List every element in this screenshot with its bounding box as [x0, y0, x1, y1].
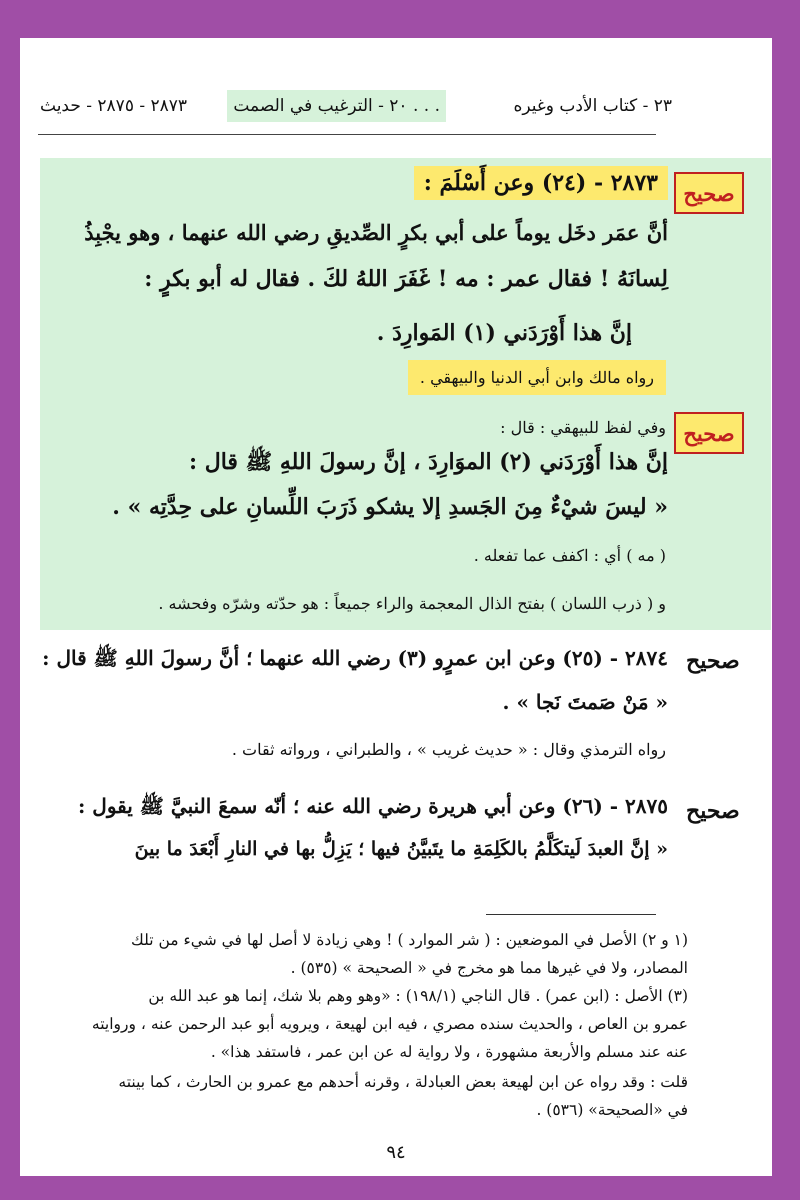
page-header [36, 90, 676, 124]
hadith-2873-line2: لِسانَهُ ! فقال عمر : مه ! غَفَرَ اللهُ لكَ . فقال له أبو بكرٍ : [144, 266, 668, 292]
hadith-2874-narrators: رواه الترمذي وقال : « حديث غريب » ، والطبراني ، ورواته ثقات . [231, 740, 666, 759]
hadith-range: ٢٨٧٣ - ٢٨٧٥ - حديث [40, 96, 188, 116]
hadith-2874-line1: ٢٨٧٤ - (٢٥) وعن ابن عمرٍو (٣) رضي الله عنهما ؛ أنَّ رسولَ اللهِ ﷺ قال : [42, 646, 668, 670]
section-title: ٢٠ - الترغيب في الصمت . . . [227, 90, 446, 122]
variant-line2: « ليسَ شيْءٌ مِنَ الجَسدِ إلا يشكو ذَرَبَ اللِّسانِ على حِدَّتِه » . [112, 494, 668, 520]
variant-intro: وفي لفظ للبيهقي : قال : [500, 418, 666, 437]
footnote-note: قلت : وقد رواه عن ابن لهيعة بعض العبادلة ، وقرنه أحدهم مع عمرو بن الحارث ، كما بينته في «الصحيحة» (٥٣٦) . [118, 1073, 688, 1119]
footnote-divider [486, 914, 656, 915]
footnote-3: (٣) الأصل : (ابن عمر) . قال الناجي (١٩٨/١) : «وهو وهم بلا شك، إنما هو عبد الله بن عمرو بن العاص ، والحديث سنده مصري ، فيه ابن لهيعة ، ويرويه أبو عبد الرحمن عنه ، وروايته عنه عند مسلم والأربعة مشهورة ، ولا رواية له عن ابن عمر ، فاستفد هذا» . [91, 987, 688, 1061]
hadith-2874-line2: « مَنْ صَمتَ نَجا » . [502, 690, 668, 714]
header-divider [38, 134, 656, 135]
footnote-1-2: (١ و ٢) الأصل في الموضعين : ( شر الموارد ) ! وهي زيادة لا أصل لها في شيء من تلك المصادر، ولا في غيرها مما هو مخرج في « الصحيحة » (٥٣٥) . [131, 931, 688, 977]
grade-label-2874: صحيح [686, 648, 740, 674]
note-mah: ( مه ) أي : اكفف عما تفعله . [473, 546, 666, 565]
hadith-2873-narrators: رواه مالك وابن أبي الدنيا والبيهقي . [408, 368, 666, 387]
hadith-2873-line3: إنَّ هذا أَوْرَدَني (١) المَوارِدَ . [376, 320, 632, 346]
hadith-2873-heading: ٢٨٧٣ - (٢٤) وعن أَسْلَمَ : [414, 170, 668, 196]
grade-badge-variant: صحيح [674, 412, 744, 454]
hadith-2875-line1: ٢٨٧٥ - (٢٦) وعن أبي هريرة رضي الله عنه ؛ أنّه سمعَ النبيَّ ﷺ يقول : [77, 794, 668, 818]
grade-label-2875: صحيح [686, 798, 740, 824]
chapter-title: ٢٣ - كتاب الأدب وغيره [513, 96, 672, 116]
hadith-2873-line1: أنَّ عمَر دخَل يوماً على أبي بكرٍ الصِّديقِ رضي الله عنهما ، وهو يجْبِذُ [84, 220, 668, 245]
grade-badge-2873: صحيح [674, 172, 744, 214]
hadith-2875-line2: « إنَّ العبدَ لَيتكَلَّمُ بالكَلِمَةِ ما يتَبيَّنُ فيها ؛ يَزِلُّ بها في النارِ أَبْعَدَ ما بينَ [134, 838, 668, 860]
page-number: ٩٤ [386, 1142, 406, 1163]
variant-line1: إنَّ هذا أَوْرَدَني (٢) الموَارِدَ ، إنَّ رسولَ اللهِ ﷺ قال : [188, 449, 668, 475]
book-page [20, 38, 772, 1176]
note-dharab: و ( ذرب اللسان ) بفتح الذال المعجمة والراء جميعاً : هو حدّته وشرّه وفحشه . [158, 594, 666, 613]
